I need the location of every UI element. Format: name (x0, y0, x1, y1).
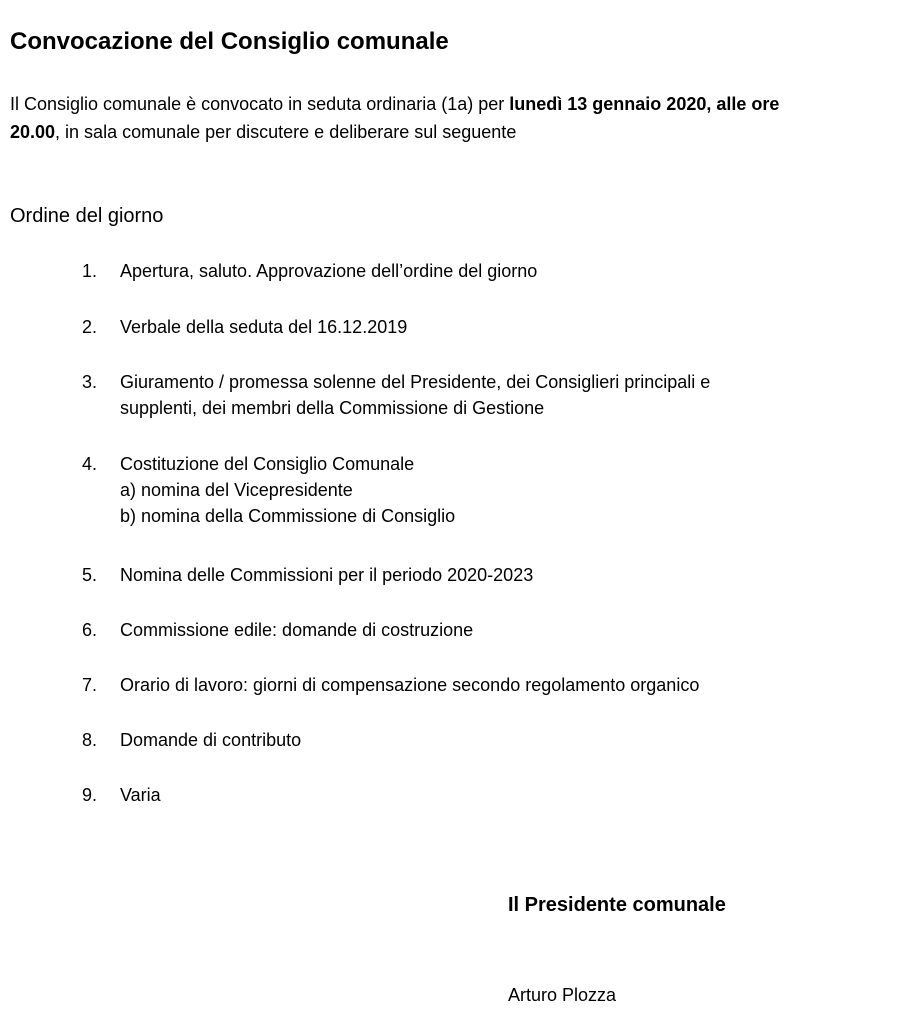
agenda-item-text (120, 782, 161, 808)
agenda-item-line: supplenti, dei membri della Commissione di Gestione (120, 398, 545, 418)
intro-paragraph (10, 90, 800, 146)
agenda-item-line: Domande di contributo (120, 730, 302, 750)
intro-text-end: , in sala comunale per discutere e deliberare sul seguente (55, 122, 517, 142)
document-title: Convocazione del Consiglio comunale (10, 28, 449, 55)
agenda-item-line: Nomina delle Commissioni per il periodo 2020-2023 (120, 565, 534, 585)
signature-title: Il Presidente comunale (508, 894, 726, 916)
agenda-item-text (120, 258, 537, 284)
agenda-item-line: Verbale della seduta del 16.12.2019 (120, 317, 408, 337)
agenda-item-number: 1. (82, 261, 98, 281)
agenda-item-number: 3. (82, 372, 98, 392)
agenda-item-number: 4. (82, 454, 98, 474)
agenda-item-line: Commissione edile: domande di costruzione (120, 620, 474, 640)
agenda-item-number: 5. (82, 565, 98, 585)
agenda-item-text (120, 617, 473, 643)
agenda-item-line: Costituzione del Consiglio Comunale (120, 454, 415, 474)
agenda-item-text (120, 727, 301, 753)
agenda-subitem-line: b) nomina della Commissione di Consiglio (120, 506, 456, 526)
agenda-subitem-line: a) nomina del Vicepresidente (120, 480, 353, 500)
agenda-item-line: Apertura, saluto. Approvazione dell’ordine del giorno (120, 261, 538, 281)
intro-text-start: Il Consiglio comunale è convocato in seduta ordinaria (1a) per (10, 94, 510, 114)
signature-name: Arturo Plozza (508, 985, 617, 1005)
agenda-item-number: 9. (82, 785, 98, 805)
agenda-item-line: Giuramento / promessa solenne del Presidente, dei Consiglieri principali e (120, 372, 711, 392)
agenda-item-text (120, 672, 699, 698)
agenda-item-line: Varia (120, 785, 161, 805)
agenda-item-number: 7. (82, 675, 98, 695)
agenda-item-number: 8. (82, 730, 98, 750)
agenda-item-line: Orario di lavoro: giorni di compensazione secondo regolamento organico (120, 675, 700, 695)
agenda-item-text (120, 451, 455, 529)
agenda-heading: Ordine del giorno (10, 205, 164, 227)
agenda-item-number: 2. (82, 317, 98, 337)
agenda-item-text (120, 369, 710, 421)
agenda-item-number: 6. (82, 620, 98, 640)
agenda-item-text (120, 562, 533, 588)
agenda-item-text (120, 314, 407, 340)
meeting-date: lunedì 13 gennaio 2020, alle ore 20.00 (10, 94, 780, 142)
